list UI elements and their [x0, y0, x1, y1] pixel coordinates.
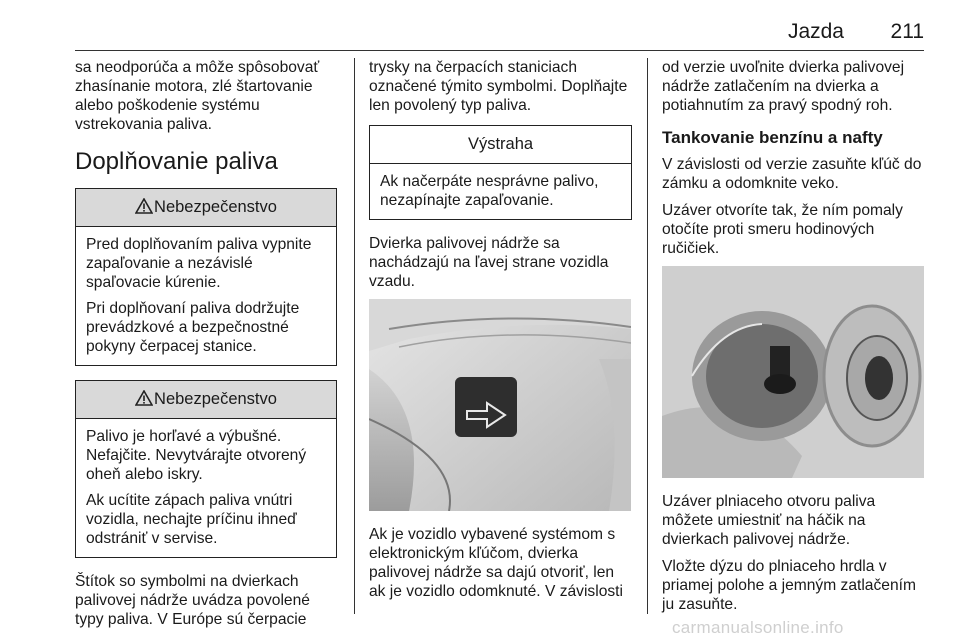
section-heading: Doplňovanie paliva — [75, 148, 278, 175]
warning-triangle-icon — [135, 198, 153, 214]
paragraph: Ak je vozidlo vybavené systémom s elektronickým kľúčom, dvierka palivovej nádrže sa dajú otvoriť, len ak je vozidlo odomknuté. V závislosti — [369, 526, 623, 600]
page-header — [75, 0, 924, 51]
column-divider — [647, 58, 648, 614]
paragraph: Uzáver plniaceho otvoru paliva môžete umiestniť na háčik na dvierkach palivovej nádrže. — [662, 493, 876, 548]
paragraph: od verzie uvoľnite dvierka palivovej nádrže zatlačením na dvierka a potiahnutím za pravý spodný roh. — [662, 59, 905, 114]
column-3 — [662, 58, 927, 622]
column-2 — [369, 58, 632, 609]
fuel-door-photo — [369, 299, 631, 511]
column-1 — [75, 58, 337, 637]
section-title: Jazda — [787, 20, 844, 43]
paragraph: trysky na čerpacích staniciach označené týmito symbolmi. Doplňajte len povolený typ paliva. — [369, 59, 628, 114]
danger-box — [75, 380, 337, 558]
fuel-cap-photo — [662, 266, 924, 478]
paragraph: Vložte dýzu do plniaceho hrdla v priamej polohe a jemným zatlačením ju zasuňte. — [662, 558, 916, 613]
caution-box — [369, 125, 632, 220]
paragraph: Štítok so symbolmi na dvierkach palivovej nádrže uvádza povolené typy paliva. V Európe sú čerpacie — [75, 573, 310, 628]
danger-box — [75, 188, 337, 366]
warning-triangle-icon — [135, 390, 153, 406]
danger-box-header — [76, 189, 336, 227]
paragraph: V závislosti od verzie zasuňte kľúč do zámku a odomknite veko. — [662, 156, 922, 192]
danger-box-title: Nebezpečenstvo — [154, 390, 277, 408]
page-number: 211 — [890, 20, 924, 43]
danger-box-title: Nebezpečenstvo — [154, 198, 277, 216]
paragraph: Pred doplňovaním paliva vypnite zapaľovanie a nezávislé spaľovacie kúrenie. — [86, 236, 312, 291]
paragraph: Ak ucítite zápach paliva vnútri vozidla, nechajte príčinu ihneď odstrániť v servise. — [86, 492, 297, 547]
paragraph: sa neodporúča a môže spôsobovať zhasínanie motora, zlé štartovanie alebo poškodenie systému vstrekovania paliva. — [75, 59, 320, 133]
paragraph: Ak načerpáte nesprávne palivo, nezapínajte zapaľovanie. — [380, 173, 599, 209]
column-divider — [354, 58, 355, 614]
paragraph: Pri doplňovaní paliva dodržujte prevádzkové a bezpečnostné pokyny čerpacej stanice. — [86, 300, 300, 355]
watermark: carmanualsonline.info — [672, 618, 844, 637]
paragraph: Uzáver otvoríte tak, že ním pomaly otočíte proti smeru hodinových ručičiek. — [662, 202, 903, 257]
caution-box-title: Výstraha — [370, 126, 631, 164]
subsection-heading: Tankovanie benzínu a nafty — [662, 128, 883, 147]
danger-box-header — [76, 381, 336, 419]
paragraph: Dvierka palivovej nádrže sa nachádzajú na ľavej strane vozidla vzadu. — [369, 235, 609, 290]
paragraph: Palivo je horľavé a výbušné. Nefajčite. Nevytvárajte otvorený oheň alebo iskry. — [86, 428, 307, 483]
